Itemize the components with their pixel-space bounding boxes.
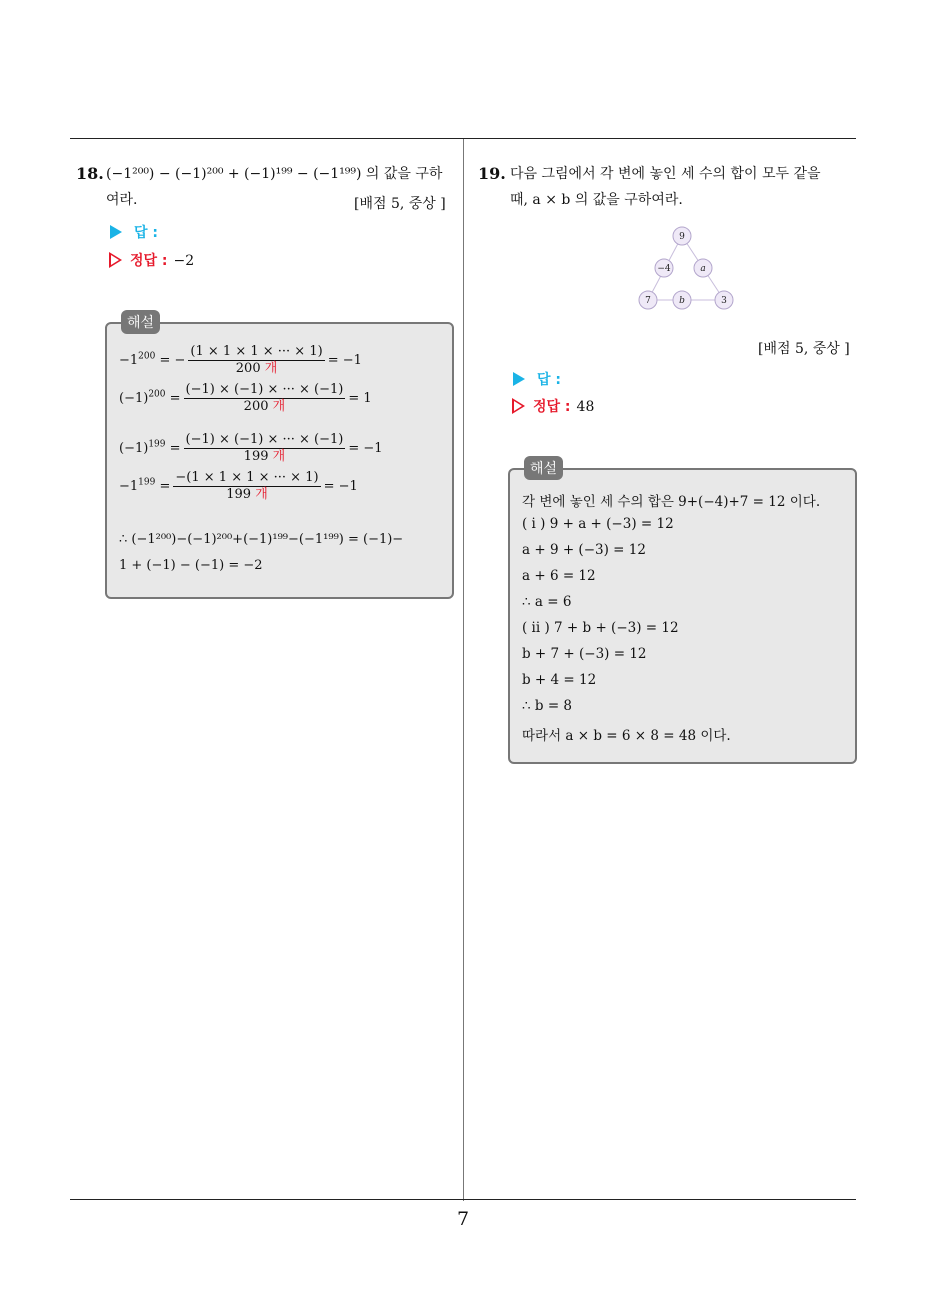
- q19-number: 19.: [478, 164, 506, 183]
- node-mid-right-label: a: [700, 264, 706, 274]
- bottom-rule: [70, 1199, 856, 1200]
- outline-play-icon: [110, 253, 122, 267]
- outline-play-icon: [513, 399, 525, 413]
- q19-sol-line: 따라서 a × b = 6 × 8 = 48 이다.: [522, 728, 731, 744]
- q19-sol-line: b + 4 = 12: [522, 672, 597, 688]
- play-icon: [110, 225, 122, 239]
- q19-score: [배점 5, 중상 ]: [758, 341, 850, 357]
- q18-sol-line4: $-1^{199}$ = $\frac{-(1 \times 1 \times 1 \times \cdot\cdot\cdot \times 1)}{\text{199 개}}$ = −1: [119, 470, 358, 502]
- q18-text-line1: (−1²⁰⁰) − (−1)²⁰⁰ + (−1)¹⁹⁹ − (−1¹⁹⁹) 의 값을 구하: [106, 166, 443, 182]
- q19-correct-value: 48: [576, 399, 595, 415]
- q19-explanation-box: [508, 461, 857, 764]
- q19-explanation-label: 해설: [524, 456, 563, 480]
- q18-score: [배점 5, 중상 ]: [354, 196, 446, 212]
- q19-correct-label: 정답 :: [533, 399, 571, 415]
- q18-number: 18.: [76, 164, 104, 183]
- node-mid-left-label: −4: [657, 264, 671, 274]
- q19-sol-line: ( ii ) 7 + b + (−3) = 12: [522, 620, 679, 636]
- play-icon: [513, 372, 525, 386]
- q18-sol-line5: ∴ (−1²⁰⁰)−(−1)²⁰⁰+(−1)¹⁹⁹−(−1¹⁹⁹) = (−1)−: [119, 532, 404, 547]
- q18-answer-row[interactable]: [110, 222, 158, 242]
- q19-sol-line: 각 변에 놓인 세 수의 합은 9+(−4)+7 = 12 이다.: [522, 494, 821, 510]
- q18-sol-line6: 1 + (−1) − (−1) = −2: [119, 558, 263, 573]
- node-bot-mid-label: b: [679, 296, 685, 306]
- q19-sol-line: ∴ a = 6: [522, 594, 572, 610]
- q18-explanation-label: 해설: [121, 310, 160, 334]
- q18-sol-line3: $(-1)^{199}$ = $\frac{(-1) \times (-1) \times \cdot\cdot\cdot \times (-1)}{\text{199 개}}$ = −1: [119, 432, 383, 464]
- q19-sol-line: ( i ) 9 + a + (−3) = 12: [522, 516, 674, 532]
- q19-sol-line: a + 9 + (−3) = 12: [522, 542, 646, 558]
- q19-answer-label: 답 :: [537, 372, 561, 388]
- q19-triangle-diagram: [630, 222, 740, 314]
- q18-correct-label: 정답 :: [130, 253, 168, 269]
- q19-answer-row[interactable]: [513, 369, 561, 389]
- q18-correct-row: [110, 250, 194, 270]
- column-divider: [463, 139, 464, 1201]
- q18-answer-label: 답 :: [134, 225, 158, 241]
- page-number: 7: [456, 1208, 470, 1230]
- q18-text-line2: 여라.: [106, 192, 138, 208]
- q19-correct-row: [513, 396, 594, 416]
- q19-sol-line: ∴ b = 8: [522, 698, 573, 714]
- node-bot-left-label: 7: [645, 296, 651, 306]
- node-top-label: 9: [679, 232, 685, 242]
- q18-correct-value: −2: [173, 253, 195, 269]
- node-bot-right-label: 3: [721, 296, 727, 306]
- q19-text-line2: 때, a × b 의 값을 구하여라.: [510, 192, 683, 208]
- q19-sol-line: b + 7 + (−3) = 12: [522, 646, 647, 662]
- q18-sol-line1: $-1^{200}$ = − $\frac{(1 \times 1 \times 1 \times \cdot\cdot\cdot \times 1)}{\text{200 개}}$ = −1: [119, 344, 362, 376]
- q18-sol-line2: $(-1)^{200}$ = $\frac{(-1) \times (-1) \times \cdot\cdot\cdot \times (-1)}{\text{200 개}}$ = 1: [119, 382, 372, 414]
- q18-explanation-box: [105, 315, 454, 599]
- q19-text-line1: 다음 그림에서 각 변에 놓인 세 수의 합이 모두 같을: [510, 166, 821, 182]
- q19-sol-line: a + 6 = 12: [522, 568, 596, 584]
